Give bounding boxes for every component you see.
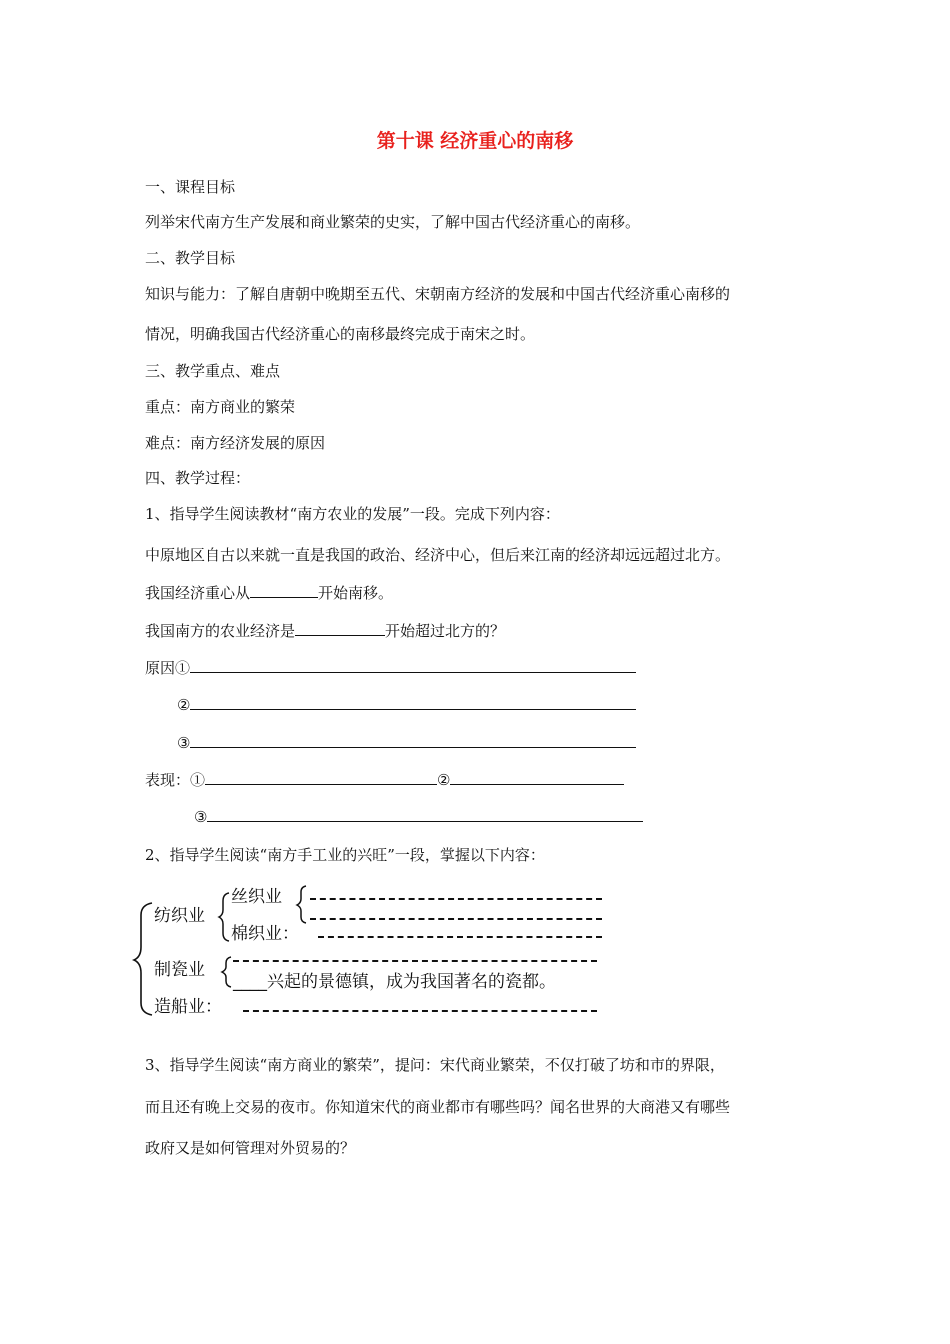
porcelain-line2-prefix[interactable]: ____ [233,972,267,992]
porcelain-line2-text: 兴起的景德镇，成为我国著名的瓷都。 [267,972,556,992]
difficult-point: 难点：南方经济发展的原因 [145,434,326,452]
question-2-before: 我国南方的农业经济是 [145,622,296,640]
part3-line1: 3、指导学生阅读“南方商业的繁荣”，提问：宋代商业繁荣，不仅打破了坊和市的界限， [145,1056,725,1074]
part1-intro: 1、指导学生阅读教材“南方农业的发展”一段。完成下列内容： [145,505,560,523]
section-1-heading: 一、课程目标 [145,178,236,196]
part3-line3: 政府又是如何管理对外贸易的？ [145,1139,356,1157]
section-3-heading: 三、教学重点、难点 [145,362,281,380]
section-2-heading: 二、教学目标 [145,249,236,267]
reason-3-label: ③ [177,734,191,752]
performance-3-label: ③ [194,808,208,826]
key-point: 重点：南方商业的繁荣 [145,398,296,416]
performance-2-label: ② [437,771,451,789]
shipbuilding-blank[interactable] [243,996,597,1018]
cotton-blank[interactable] [318,922,602,944]
porcelain-brace [222,957,231,987]
section-4-heading: 四、教学过程： [145,469,251,487]
question-2-after: 开始超过北方的？ [385,622,506,640]
big-brace [134,903,152,1015]
silk-brace [297,886,306,923]
porcelain-line2 [233,971,556,993]
porcelain-blank-1[interactable] [233,946,597,968]
reason-2-label: ② [177,696,191,714]
cotton-label: 棉织业： [231,924,299,944]
question-1-before: 我国经济重心从 [145,584,251,602]
silk-label: 丝织业 [231,887,282,907]
reason-label: 原因① [145,659,191,677]
porcelain-label: 制瓷业 [154,960,205,980]
silk-blank-1[interactable] [310,884,602,906]
section-2-text-line1: 知识与能力：了解自唐朝中晚期至五代、宋朝南方经济的发展和中国古代经济重心南移的 [145,285,731,303]
performance-label: 表现：① [145,771,206,789]
section-1-text: 列举宋代南方生产发展和商业繁荣的史实，了解中国古代经济重心的南移。 [145,213,641,231]
part2-intro: 2、指导学生阅读“南方手工业的兴旺”一段，掌握以下内容： [145,846,545,864]
part1-line1: 中原地区自古以来就一直是我国的政治、经济中心，但后来江南的经济却远远超过北方。 [145,546,731,564]
section-2-text-line2: 情况，明确我国古代经济重心的南移最终完成于南宋之时。 [145,325,536,343]
part3-line2: 而且还有晚上交易的夜市。你知道宋代的商业都市有哪些吗？闻名世界的大商港又有哪些 [145,1098,731,1116]
shipbuilding-label: 造船业： [154,997,222,1017]
textile-label: 纺织业 [154,906,205,926]
page-title: 第十课 经济重心的南移 [376,130,574,152]
textile-brace [219,893,229,941]
question-1-after: 开始南移。 [318,584,394,602]
